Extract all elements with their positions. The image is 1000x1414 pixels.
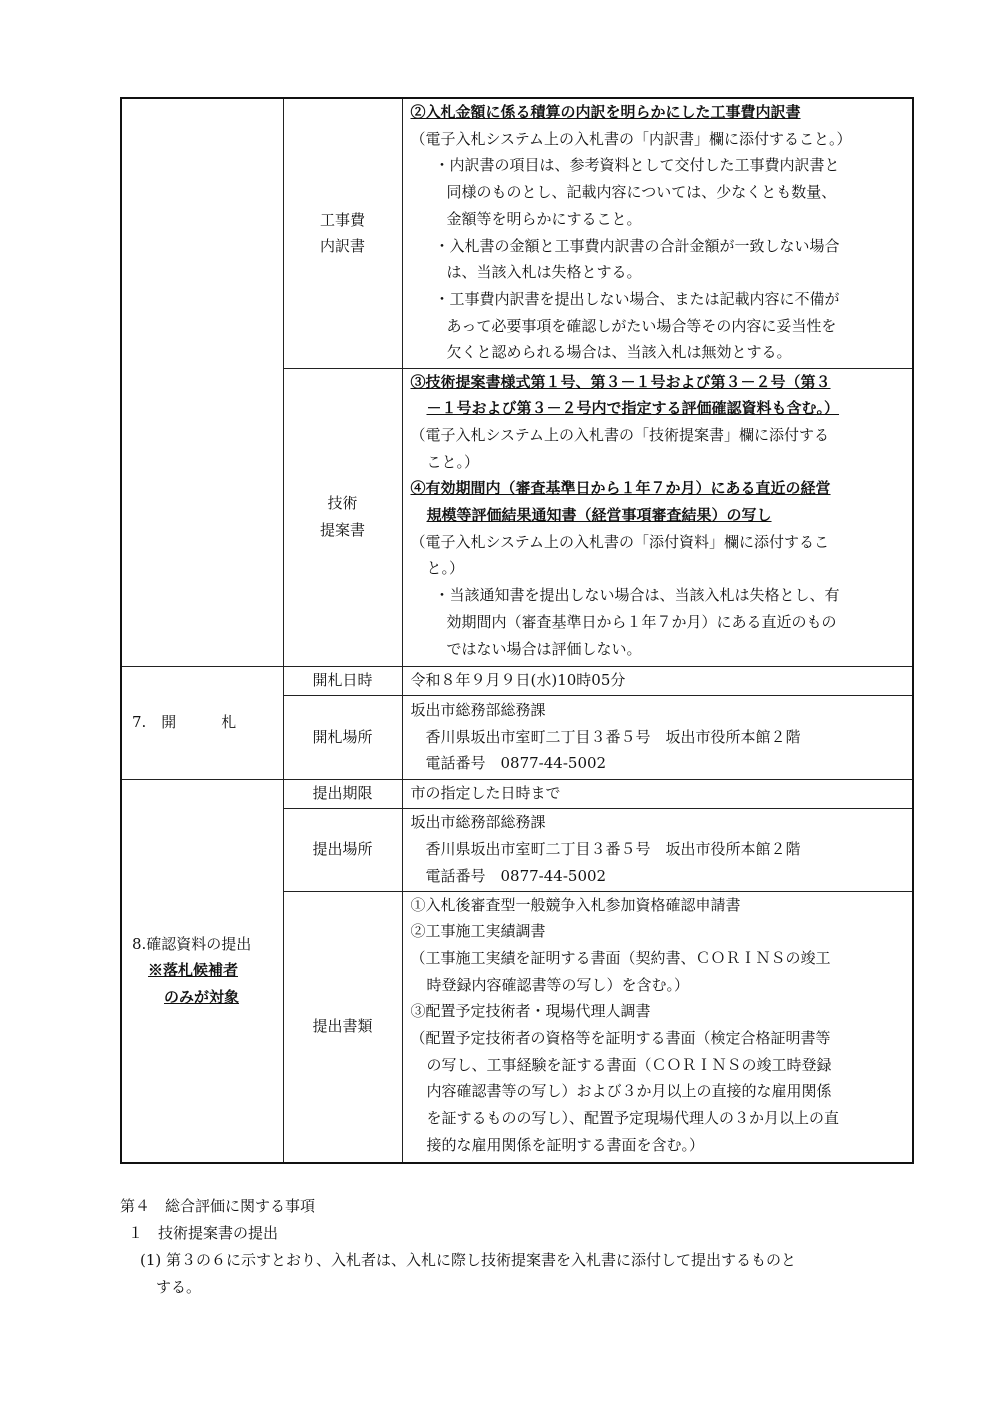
subsection-1-heading: １ 技術提案書の提出: [128, 1224, 279, 1242]
koujihi-content-line: は、当該入札は失格とする。: [446, 263, 642, 282]
gijutsu-content-line: ④有効期間内（審査基準日から１年７か月）にある直近の経営: [410, 479, 831, 498]
gijutsu-content-line: （電子入札システム上の入札書の「添付資料」欄に添付するこ: [410, 532, 830, 551]
kakunin-deadline-value: 市の指定した日時まで: [402, 779, 913, 808]
koujihi-content-line: あって必要事項を確認しがたい場合等その内容に妥当性を: [446, 316, 837, 335]
kakunin-docs-line: ③配置予定技術者・現場代理人調書: [410, 1002, 651, 1021]
gijutsu-content-line: こと。）: [426, 452, 480, 471]
kakunin-docs-line: の写し、工事経験を証する書面（ＣＯＲＩＮＳの竣工時登録: [426, 1055, 832, 1074]
koujihi-content-line: （電子入札システム上の入札書の「内訳書」欄に添付すること。）: [410, 129, 852, 148]
kakunin-place-line1: 坂出市総務部総務課: [410, 813, 546, 832]
kaisatsu-place-label: 開札場所: [283, 695, 402, 779]
koujihi-label-line2: 内訳書: [319, 237, 365, 256]
koujihi-content-line: 同様のものとし、記載内容については、少なくとも数量、: [446, 183, 837, 202]
koujihi-content: [402, 98, 913, 368]
kakunin-docs-line: 内容確認書等の写し）および３か月以上の直接的な雇用関係: [426, 1082, 832, 1101]
kakunin-note-line2: のみが対象: [164, 988, 240, 1007]
paragraph-1-line1: (1) 第３の６に示すとおり、入札者は、入札に際し技術提案書を入札書に添付して提出するものと: [140, 1251, 797, 1269]
kakunin-section-title: 8.確認資料の提出: [132, 934, 252, 953]
gijutsu-content-line: 効期間内（審査基準日から１年７か月）にある直近のもの: [446, 612, 837, 631]
koujihi-content-line: ②入札金額に係る積算の内訳を明らかにした工事費内訳書: [410, 103, 801, 121]
koujihi-content-line: ・工事費内訳書を提出しない場合、または記載内容に不備が: [434, 289, 840, 308]
kaisatsu-section-title: 7. 開 札: [132, 713, 237, 732]
kakunin-place-label: 提出場所: [283, 808, 402, 891]
koujihi-content-line: 金額等を明らかにすること。: [446, 209, 642, 228]
gijutsu-label: [283, 368, 402, 666]
gijutsu-content: [402, 368, 913, 666]
kaisatsu-date-value: 令和８年９月９日(水)10時05分: [402, 666, 913, 695]
kakunin-place-line2: 香川県坂出市室町二丁目３番５号 坂出市役所本館２階: [410, 840, 801, 859]
koujihi-content-line: ・内訳書の項目は、参考資料として交付した工事費内訳書と: [434, 156, 840, 175]
kakunin-docs-line: （工事施工実績を証明する書面（契約書、ＣＯＲＩＮＳの竣工: [410, 948, 831, 967]
kaisatsu-place-line2: 香川県坂出市室町二丁目３番５号 坂出市役所本館２階: [410, 727, 801, 746]
gijutsu-label-line2: 提案書: [319, 521, 365, 539]
gijutsu-label-line1: 技術: [327, 494, 358, 513]
gijutsu-content-line: －１号および第３－２号内で指定する評価確認資料も含む。）: [426, 399, 840, 418]
gijutsu-content-line: （電子入札システム上の入札書の「技術提案書」欄に添付する: [410, 425, 830, 444]
kakunin-note-line1: ※落札候補者: [148, 961, 239, 980]
koujihi-content-line: ・入札書の金額と工事費内訳書の合計金額が一致しない場合: [434, 236, 840, 255]
requirements-table: [120, 97, 914, 1164]
section-4-heading: 第４ 総合評価に関する事項: [120, 1197, 316, 1215]
kakunin-docs-line: 時登録内容確認書等の写し）を含む。）: [426, 975, 690, 994]
kakunin-docs-line: （配置予定技術者の資格等を証明する書面（検定合格証明書等: [410, 1029, 831, 1048]
gijutsu-content-line: と。）: [426, 559, 465, 578]
kaisatsu-place-line3: 電話番号 0877-44-5002: [410, 754, 607, 773]
kaisatsu-place-value: [402, 695, 913, 779]
koujihi-content-line: 欠くと認められる場合は、当該入札は無効とする。: [446, 343, 792, 362]
gijutsu-content-line: ・当該通知書を提出しない場合は、当該入札は失格とし、有: [434, 586, 840, 605]
kakunin-place-value: [402, 808, 913, 891]
blank-section-cell: [121, 98, 283, 666]
kakunin-docs-line: を証するものの写し）、配置予定現場代理人の３か月以上の直: [426, 1109, 840, 1128]
gijutsu-content-line: ③技術提案書様式第１号、第３－１号および第３－２号（第３: [410, 372, 831, 391]
kakunin-docs-line: ②工事施工実績調書: [410, 922, 546, 941]
section-4: [120, 1193, 920, 1301]
kakunin-docs-label: 提出書類: [283, 891, 402, 1163]
gijutsu-content-line: ではない場合は評価しない。: [446, 639, 642, 658]
kakunin-section-cell: [121, 779, 283, 1163]
kakunin-place-line3: 電話番号 0877-44-5002: [410, 866, 607, 885]
kakunin-docs-content: [402, 891, 913, 1163]
kaisatsu-date-label: 開札日時: [283, 666, 402, 695]
paragraph-1-line2: する。: [156, 1278, 202, 1296]
kakunin-docs-line: 接的な雇用関係を証明する書面を含む。）: [426, 1135, 705, 1154]
kakunin-deadline-label: 提出期限: [283, 779, 402, 808]
gijutsu-content-line: 規模等評価結果通知書（経営事項審査結果）の写し: [426, 506, 772, 525]
kaisatsu-place-line1: 坂出市総務部総務課: [410, 700, 546, 719]
kakunin-docs-line: ①入札後審査型一般競争入札参加資格確認申請書: [410, 895, 741, 914]
koujihi-label-line1: 工事費: [319, 210, 365, 229]
kaisatsu-section-cell: [121, 666, 283, 779]
koujihi-label: [283, 98, 402, 368]
